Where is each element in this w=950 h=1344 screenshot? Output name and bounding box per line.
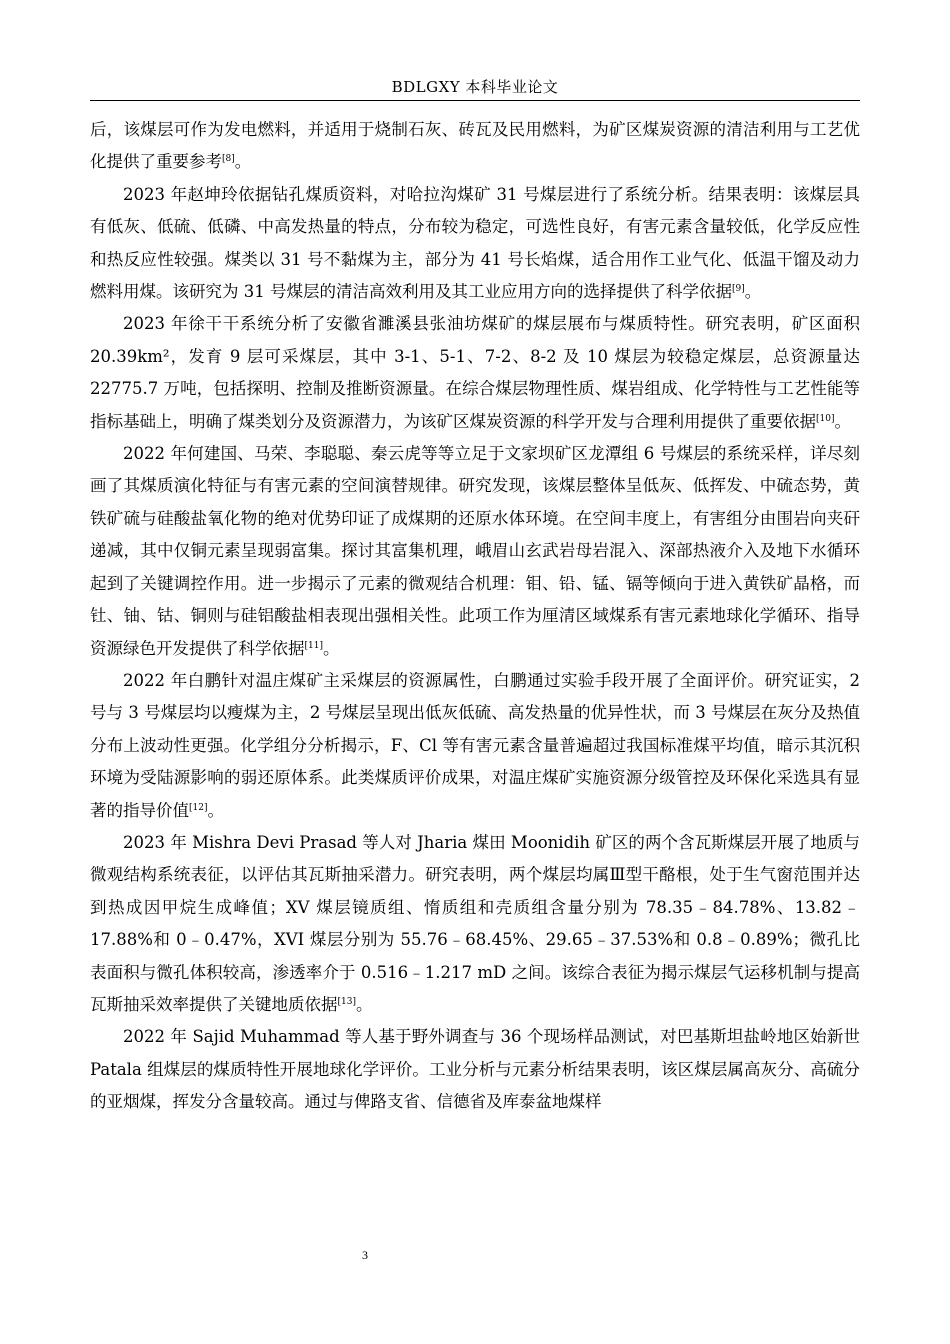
paragraph: 2023 年 Mishra Devi Prasad 等人对 Jharia 煤田 Moonidih 矿区的两个含瓦斯煤层开展了地质与微观结构系统表征，以评估其瓦斯抽采潜力。研究表明，两个煤层均属Ⅲ型干酪根，处于生气窗范围并达到热成因甲烷生成峰值；XV 煤层镜质组、惰质组和壳质组含量分别为 78.35﹣84.78%、13.82﹣17.88%和 0﹣0.47%，XVI 煤层分别为 55.76﹣68.45%、29.65﹣37.53%和 0.8﹣0.89%；微孔比表面积与微孔体积较高，渗透率介于 0.516﹣1.217 mD 之间。该综合表征为揭示煤层气运移机制与提高瓦斯抽采效率提供了关键地质依据[13]。	[90, 832, 860, 1014]
paragraph: 2022 年何建国、马荣、李聪聪、秦云虎等等立足于文家坝矿区龙潭组 6 号煤层的系统采样，详尽刻画了其煤质演化特征与有害元素的空间演替规律。研究发现，该煤层整体呈低灰、低挥发、中硫态势，黄铁矿硫与硅酸盐氧化物的绝对优势印证了成煤期的还原水体环境。在空间丰度上，有害组分由围岩向夹矸递减，其中仅铜元素呈现弱富集。探讨其富集机理，峨眉山玄武岩母岩混入、深部热液介入及地下水循环起到了关键调控作用。进一步揭示了元素的微观结合机理：钼、铅、锰、镉等倾向于进入黄铁矿晶格，而钍、铀、钴、铜则与硅铝酸盐相表现出强相关性。此项工作为厘清区域煤系有害元素地球化学循环、指导资源绿色开发提供了科学依据[11]。	[90, 444, 860, 658]
paragraph: 后，该煤层可作为发电燃料，并适用于烧制石灰、砖瓦及民用燃料，为矿区煤炭资源的清洁利用与工艺优化提供了重要参考[8]。	[90, 120, 860, 172]
citation-ref: [8]	[222, 154, 235, 165]
running-header: BDLGXY 本科毕业论文	[391, 78, 559, 96]
body-text	[90, 114, 860, 1119]
paragraph: 2023 年徐干干系统分析了安徽省濉溪县张油坊煤矿的煤层展布与煤质特性。研究表明，矿区面积 20.39km²，发育 9 层可采煤层，其中 3-1、5-1、7-2、8-2 及 10 煤层为较稳定煤层，总资源量达 22775.7 万吨，包括探明、控制及推断资源量。在综合煤层物理性质、煤岩组成、化学特性与工艺性能等指标基础上，明确了煤类划分及资源潜力，为该矿区煤炭资源的科学开发与合理利用提供了重要依据[10]。	[90, 314, 860, 431]
paragraph: 2022 年 Sajid Muhammad 等人基于野外调查与 36 个现场样品测试，对巴基斯坦盐岭地区始新世 Patala 组煤层的煤质特性开展地球化学评价。工业分析与元素分析结果表明，该区煤层属高灰分、高硫分的亚烟煤，挥发分含量较高。通过与俾路支省、信德省及库泰盆地煤样	[90, 1027, 860, 1112]
header-divider	[90, 100, 860, 101]
citation-ref: [11]	[304, 640, 323, 651]
paragraph: 2023 年赵坤玲依据钻孔煤质资料，对哈拉沟煤矿 31 号煤层进行了系统分析。结果表明：该煤层具有低灰、低硫、低磷、中高发热量的特点，分布较为稳定，可选性良好，有害元素含量较低，化学反应性和热反应性较强。煤类以 31 号不黏煤为主，部分为 41 号长焰煤，适合用作工业气化、低温干馏及动力燃料用煤。该研究为 31 号煤层的清洁高效利用及其工业应用方向的选择提供了科学依据[9]。	[90, 184, 860, 302]
page-number: 3	[362, 1248, 368, 1262]
citation-ref: [9]	[732, 284, 745, 295]
citation-ref: [10]	[816, 413, 835, 424]
paragraph: 2022 年白鹏针对温庄煤矿主采煤层的资源属性，白鹏通过实验手段开展了全面评价。研究证实，2 号与 3 号煤层均以瘦煤为主，2 号煤层呈现出低灰低硫、高发热量的优异性状，而 3 号煤层在灰分及热值分布上波动性更强。化学组分分析揭示，F、Cl 等有害元素含量普遍超过我国标准煤平均值，暗示其沉积环境为受陆源影响的弱还原体系。此类煤质评价成果，对温庄煤矿实施资源分级管控及环保化采选具有显著的指导价值[12]。	[90, 670, 860, 820]
citation-ref: [13]	[337, 996, 356, 1007]
citation-ref: [12]	[189, 802, 208, 813]
